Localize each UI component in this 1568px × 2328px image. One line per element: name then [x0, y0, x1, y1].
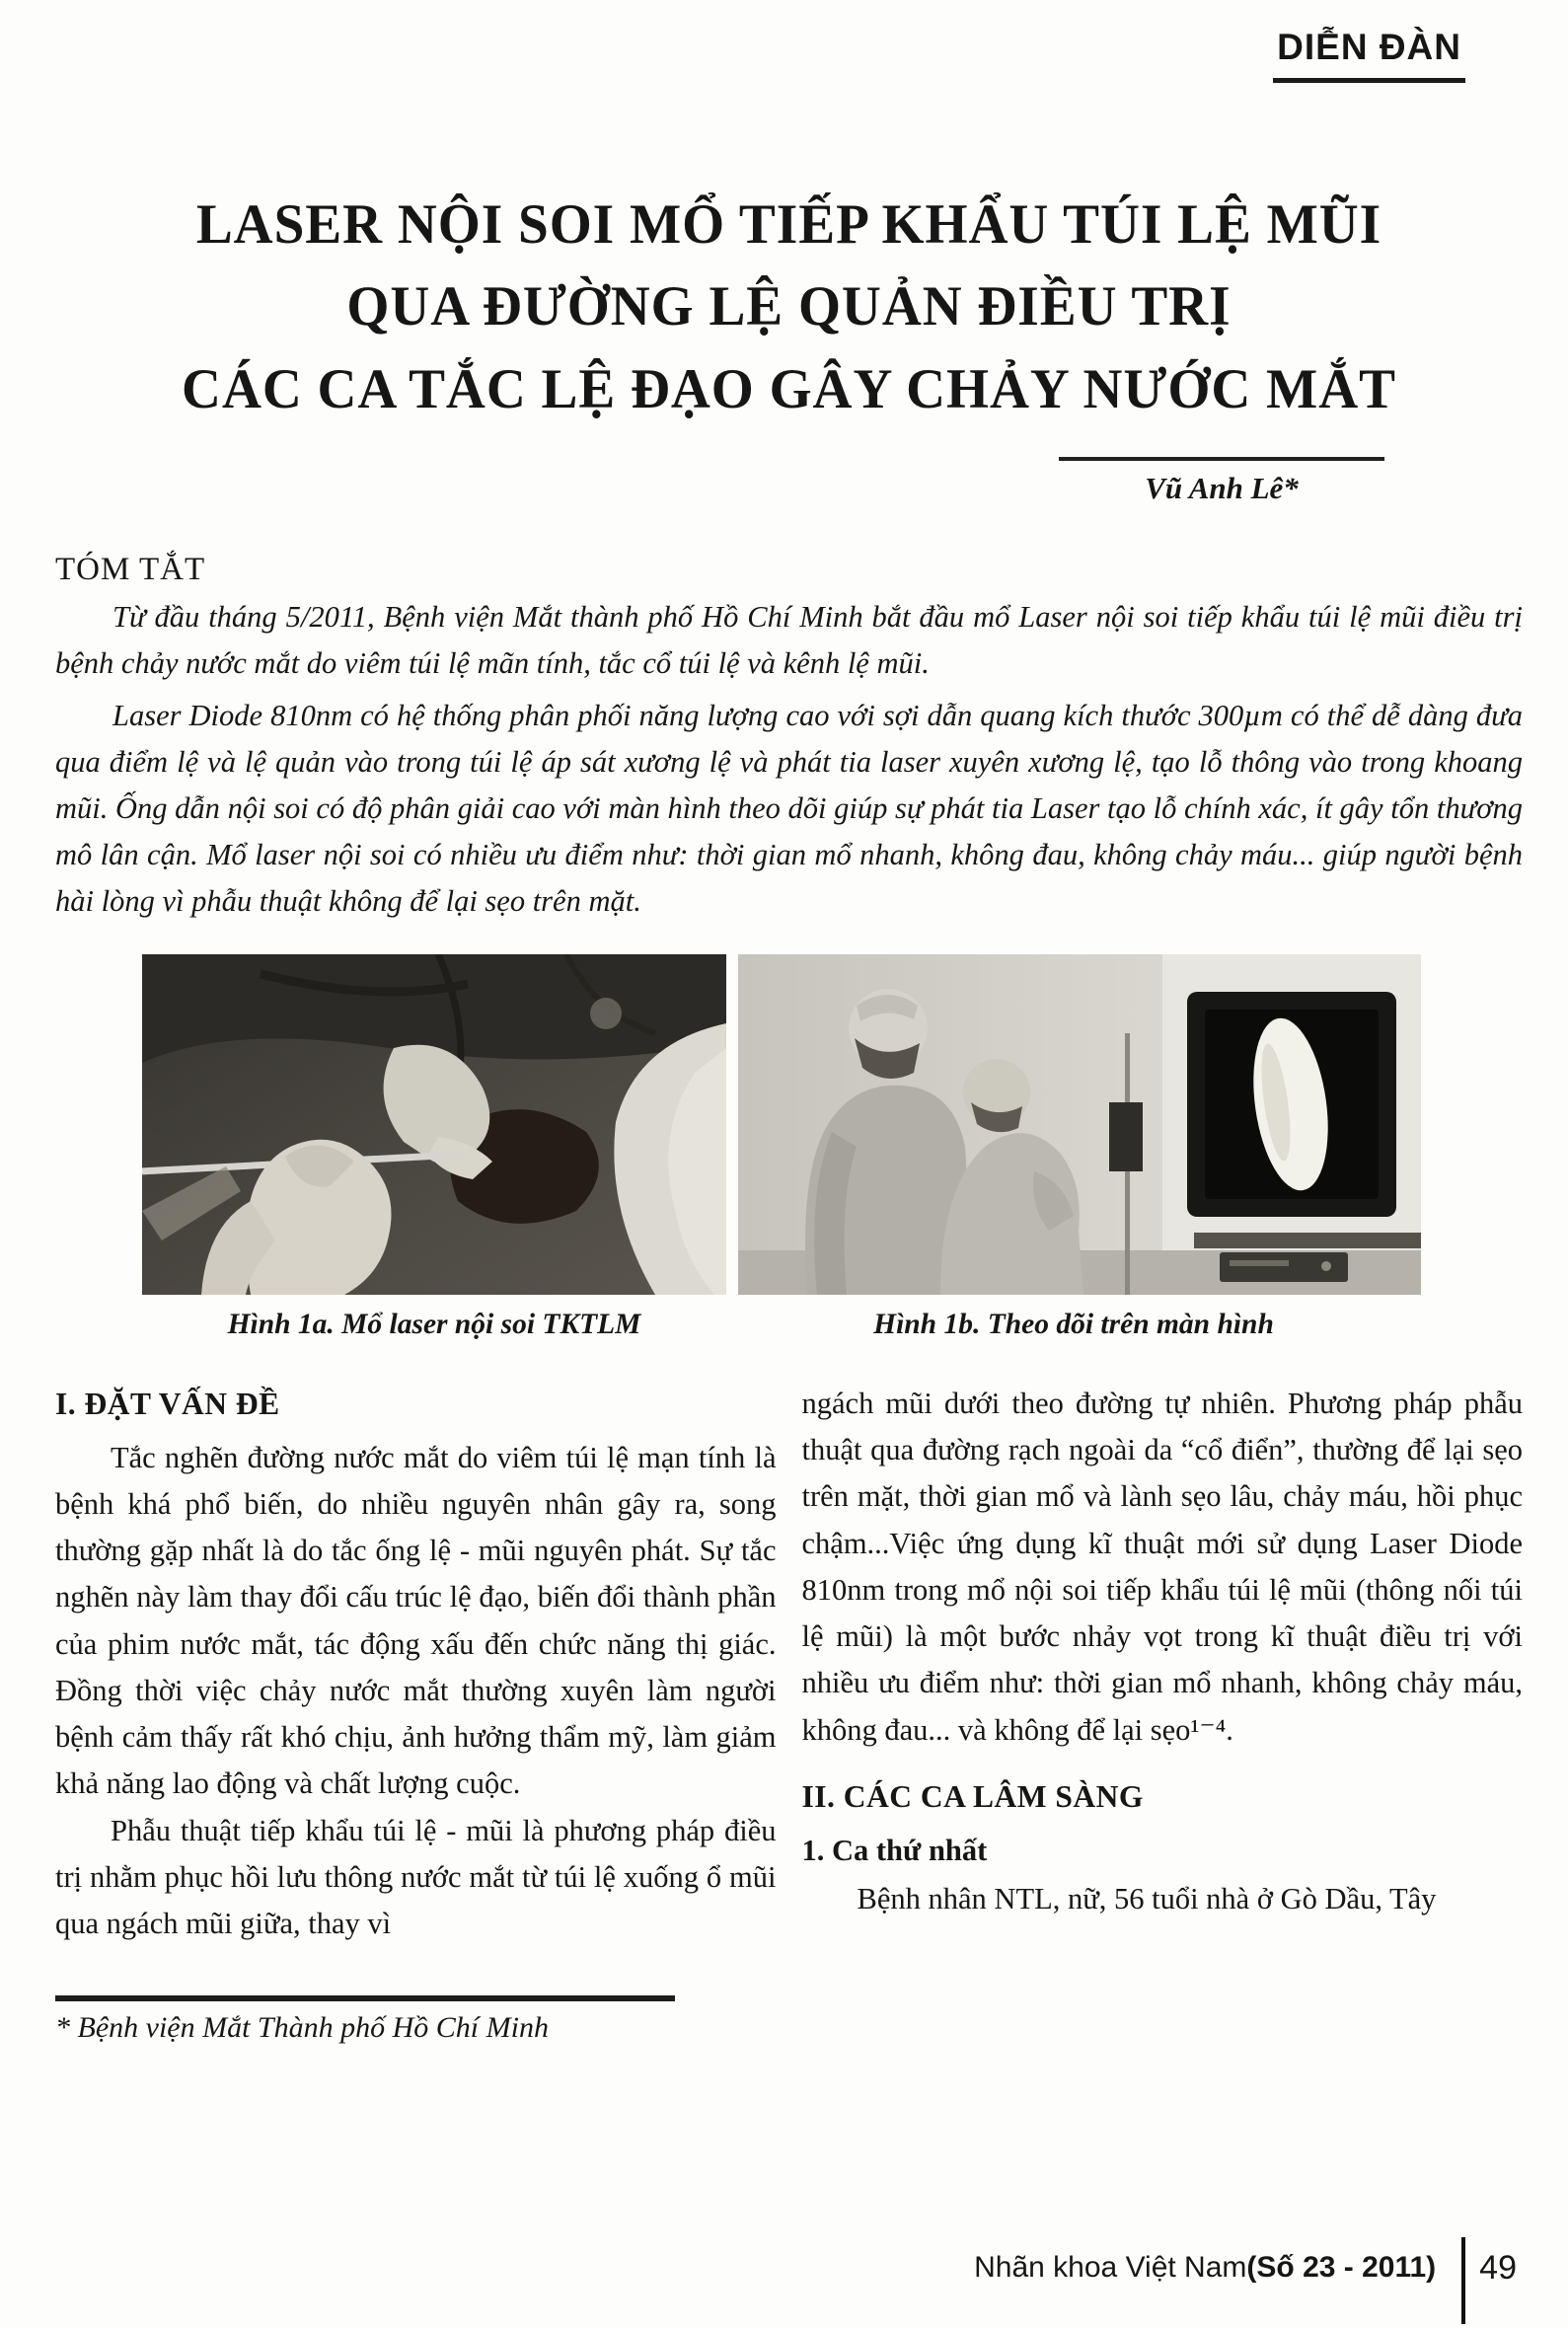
figure-row — [142, 954, 1421, 1295]
section2-heading: II. CÁC CA LÂM SÀNG — [801, 1778, 1144, 1814]
page-footer — [974, 2237, 1517, 2328]
monitor-shape — [1187, 992, 1396, 1217]
article-body — [55, 1381, 1523, 1948]
author-name: Vũ Anh Lê* — [1145, 471, 1299, 506]
section1-paragraph1: Tắc nghẽn đường nước mắt do viêm túi lệ mạn tính là bệnh khá phổ biến, do nhiều nguyên nhân gây ra, song thường gặp nhất là do tắc ống lệ - mũi nguyên phát. Sự tắc nghẽn này làm thay đổi cấu trúc lệ đạo, biến đổi thành phần của phim nước mắt, tác động xấu đến chức năng thị giác. Đồng thời việc chảy nước mắt thường xuyên làm người bệnh cảm thấy rất khó chịu, ảnh hưởng thẩm mỹ, làm giảm khả năng lao động và chất lượng cuộc. — [55, 1440, 777, 1801]
right-column — [802, 1381, 1524, 1948]
continuation-paragraph: ngách mũi dưới theo đường tự nhiên. Phương pháp phẫu thuật qua đường rạch ngoài da “cổ điển”, thường để lại sẹo trên mặt, thời gian mổ và lành sẹo lâu, chảy máu, hồi phục chậm...Việc ứng dụng kĩ thuật mới sử dụng Laser Diode 810nm trong mổ nội soi tiếp khẩu túi lệ mũi (thông nối túi lệ mũi) là một bước nhảy vọt trong kĩ thuật điều trị với nhiều ưu điểm như: thời gian mổ nhanh, không chảy máu, không đau... và không để lại sẹo¹⁻⁴. — [801, 1386, 1523, 1747]
section-tag — [1273, 28, 1465, 83]
caption-1b: Hình 1b. Theo dõi trên màn hình — [873, 1308, 1274, 1340]
abstract-paragraph: Laser Diode 810nm có hệ thống phân phối năng lượng cao với sợi dẫn quang kích thước 300µm có thể dễ dàng đưa qua điểm lệ và lệ quản vào trong túi lệ áp sát xương lệ và phát tia laser xuyên xương lệ, tạo lỗ thông vào trong khoang mũi. Ống dẫn nội soi có độ phân giải cao với màn hình theo dõi giúp sự phát tia Laser tạo lỗ chính xác, ít gây tổn thương mô lân cận. Mổ laser nội soi có nhiều ưu điểm như: thời gian mổ nhanh, không đau, không chảy máu... giúp người bệnh hài lòng vì phẫu thuật không để lại sẹo trên mặt. — [55, 698, 1523, 918]
left-column — [55, 1381, 777, 1948]
section1-heading: I. ĐẶT VẤN ĐỀ — [55, 1386, 280, 1421]
caption-1a: Hình 1a. Mổ laser nội soi TKTLM — [227, 1308, 641, 1340]
case1-heading: 1. Ca thứ nhất — [801, 1833, 988, 1867]
footer-divider — [1461, 2237, 1465, 2324]
page-number: 49 — [1479, 2249, 1517, 2287]
article-title-line3: CÁC CA TẮC LỆ ĐẠO GÂY CHẢY NƯỚC MẮT — [182, 358, 1396, 421]
issue-number: (Số 23 - 2011) — [1246, 2251, 1437, 2284]
figure-1b-photo — [738, 954, 1421, 1295]
surgery-closeup-photo — [142, 954, 726, 1295]
article-title — [77, 184, 1500, 431]
abstract-heading: TÓM TẮT — [55, 552, 206, 588]
monitor-room-photo — [738, 954, 1421, 1295]
section1-paragraph2: Phẫu thuật tiếp khẩu túi lệ - mũi là phương pháp điều trị nhằm phục hồi lưu thông nước mắt từ túi lệ xuống ổ mũi qua ngách mũi giữa, thay vì — [55, 1813, 777, 1941]
article-title-line1: LASER NỘI SOI MỔ TIẾP KHẨU TÚI LỆ MŨI — [195, 192, 1382, 256]
section-tag-primary: DIỄN — [1277, 27, 1369, 67]
journal-name: Nhãn khoa Việt Nam — [974, 2251, 1247, 2284]
page-header — [55, 28, 1523, 83]
case1-paragraph: Bệnh nhân NTL, nữ, 56 tuổi nhà ở Gò Dầu, Tây — [857, 1882, 1437, 1916]
abstract-body — [55, 594, 1523, 925]
author-block — [1059, 457, 1384, 506]
section-tag-secondary: ĐÀN — [1368, 27, 1461, 67]
abstract-paragraph: Từ đầu tháng 5/2011, Bệnh viện Mắt thành phố Hồ Chí Minh bắt đầu mổ Laser nội soi tiếp khẩu túi lệ mũi điều trị bệnh chảy nước mắt do viêm túi lệ mãn tính, tắc cổ túi lệ và kênh lệ mũi. — [55, 600, 1523, 680]
article-title-line2: QUA ĐƯỜNG LỆ QUẢN ĐIỀU TRỊ — [346, 275, 1232, 338]
author-affiliation-footnote: * Bệnh viện Mắt Thành phố Hồ Chí Minh — [55, 1995, 675, 2045]
figure-1a-photo — [142, 954, 726, 1295]
figure-captions — [142, 1309, 1421, 1341]
